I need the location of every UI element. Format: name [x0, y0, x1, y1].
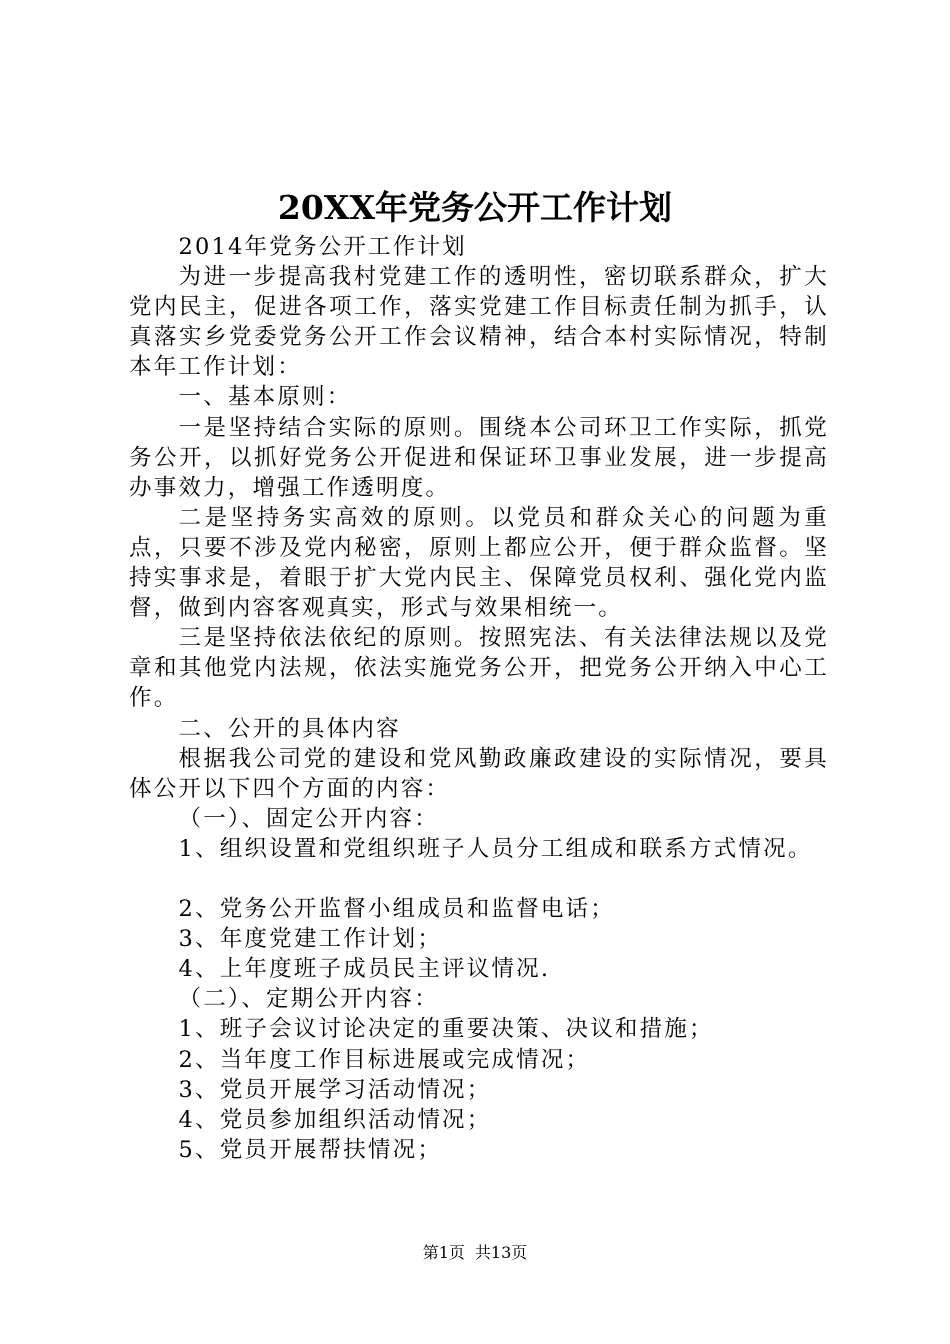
document-body [129, 232, 829, 1165]
list-item-periodic-3: 3、党员开展学习活动情况； [178, 1076, 492, 1103]
list-item-fixed-4: 4、上年度班子成员民主评议情况. [178, 956, 551, 983]
list-item-fixed-2: 2、党务公开监督小组成员和监督电话； [178, 896, 615, 923]
paragraph-principle-2: 二是坚持务实高效的原则。以党员和群众关心的问题为重点，只要不涉及党内秘密，原则上都应公开，便于群众监督。坚持实事求是，着眼于扩大党内民主、保障党员权利、强化党内监督，做到内容客观真实，形式与效果相统一。 [129, 504, 829, 622]
list-item-fixed-1: 1、组织设置和党组织班子人员分工组成和联系方式情况。 [178, 835, 813, 862]
list-item-periodic-5: 5、党员开展帮扶情况； [178, 1136, 443, 1163]
blank-line [129, 864, 829, 894]
list-item-periodic-1: 1、班子会议讨论决定的重要决策、决议和措施； [178, 1016, 714, 1043]
page-total: 共13页 [474, 1243, 528, 1262]
list-item-periodic-2: 2、当年度工作目标进展或完成情况； [178, 1046, 591, 1073]
paragraph-subtitle: 2014年党务公开工作计划 [178, 234, 467, 260]
page-number: 第1页 [422, 1243, 465, 1262]
list-item-periodic-4: 4、党员参加组织活动情况； [178, 1106, 492, 1133]
paragraph-principle-1: 一是坚持结合实际的原则。围绕本公司环卫工作实际，抓党务公开，以抓好党务公开促进和保证环卫事业发展，进一步提高办事效力，增强工作透明度。 [129, 414, 829, 501]
heading-specific-content: 二、公开的具体内容 [178, 715, 401, 742]
document-title: 20XX年党务公开工作计划 [277, 188, 673, 227]
paragraph-content-intro: 根据我公司党的建设和党风勤政廉政建设的实际情况，要具体公开以下四个方面的内容： [129, 745, 829, 802]
page-footer [0, 1243, 950, 1263]
heading-basic-principles: 一、基本原则： [178, 384, 352, 411]
heading-fixed-content: （一）、固定公开内容： [178, 805, 439, 832]
list-item-fixed-3: 3、年度党建工作计划； [178, 926, 443, 953]
paragraph-principle-3: 三是坚持依法依纪的原则。按照宪法、有关法律法规以及党章和其他党内法规，依法实施党务公开，把党务公开纳入中心工作。 [129, 625, 829, 712]
heading-periodic-content: （二）、定期公开内容： [178, 986, 439, 1013]
paragraph-intro: 为进一步提高我村党建工作的透明性，密切联系群众，扩大党内民主，促进各项工作，落实党建工作目标责任制为抓手，认真落实乡党委党务公开工作会议精神，结合本村实际情况，特制本年工作计划： [129, 264, 829, 381]
